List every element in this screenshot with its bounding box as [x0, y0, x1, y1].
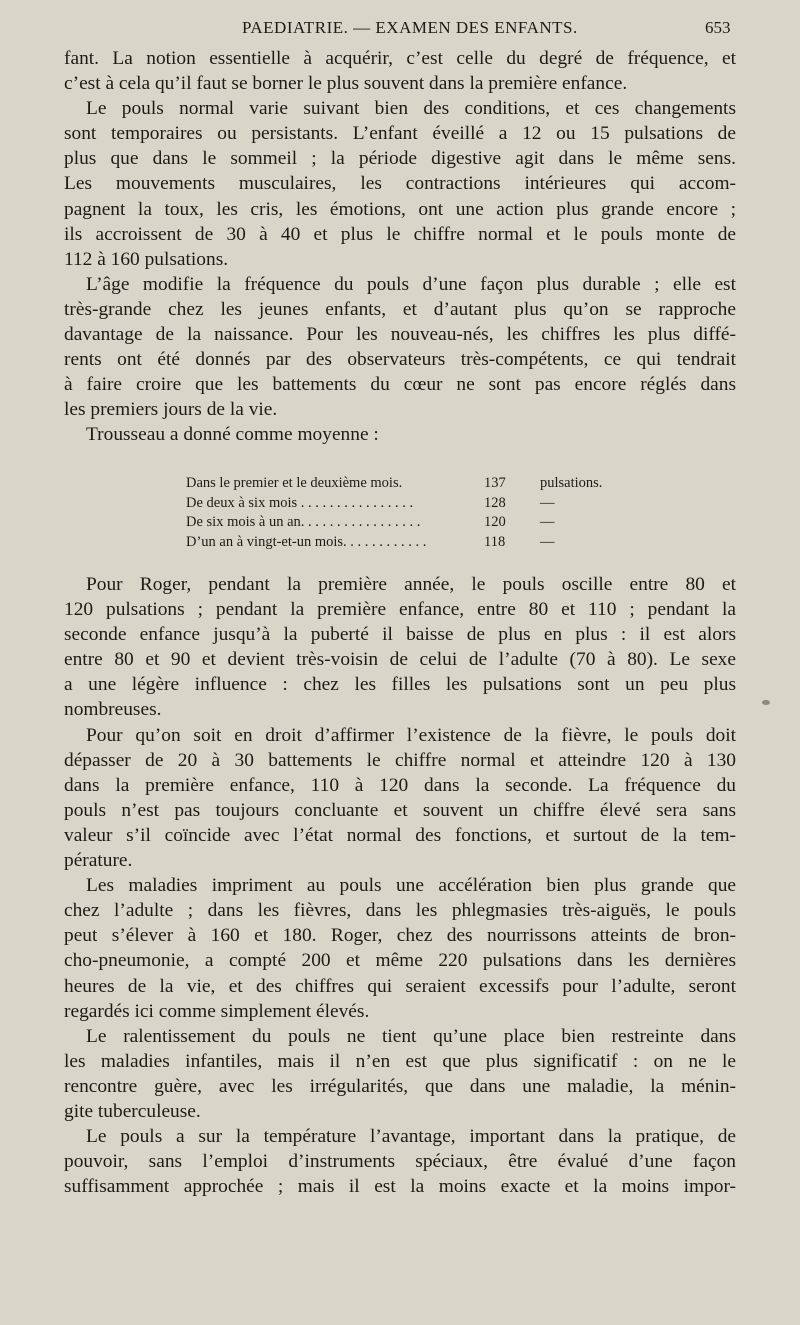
text-line: rencontre guère, avec les irrégularités, que dans une maladie, la ménin- — [64, 1075, 736, 1097]
text-line: Pour qu’on soit en droit d’affirmer l’existence de la fièvre, le pouls doit — [86, 724, 736, 746]
text-line: Les maladies impriment au pouls une accélération bien plus grande que — [86, 875, 736, 897]
text-line: à faire croire que les battements du cœur ne sont pas encore réglés dans — [64, 374, 736, 396]
running-head — [0, 18, 800, 44]
text-line: 112 à 160 pulsations. — [64, 248, 229, 270]
table-row-value: 137 — [484, 475, 506, 491]
table-row-value: 128 — [484, 494, 506, 511]
text-line: gite tuberculeuse. — [64, 1100, 201, 1122]
text-line: dans la première enfance, 110 à 120 dans la seconde. La fréquence du — [64, 774, 736, 796]
text-block-top — [64, 46, 736, 448]
text-line: peut s’élever à 160 et 180. Roger, chez des nourrissons atteints de bron- — [64, 925, 736, 947]
text-line: seconde enfance jusqu’à la puberté il baisse de plus en plus : il est alors — [64, 624, 736, 646]
table-row-value: 120 — [484, 514, 506, 531]
table-row-label: D’un an à vingt-et-un mois. . . . . . . . . . . . — [186, 534, 427, 551]
table-row-unit: — — [540, 494, 555, 511]
text-line: pagnent la toux, les cris, les émotions, ont une action plus grande encore ; — [64, 198, 736, 220]
text-line: valeur s’il coïncide avec l’état normal des fonctions, et surtout de la tem- — [64, 824, 736, 846]
text-line: pérature. — [64, 850, 133, 872]
text-line: fant. La notion essentielle à acquérir, c’est celle du degré de fréquence, et — [64, 48, 736, 69]
text-line: Le pouls normal varie suivant bien des conditions, et ces changements — [86, 98, 736, 120]
text-line: c’est à cela qu’il faut se borner le plus souvent dans la première enfance. — [64, 73, 628, 95]
text-line: plus que dans le sommeil ; la période digestive agit dans le même sens. — [64, 148, 736, 170]
text-line: Les mouvements musculaires, les contractions intérieures qui accom- — [64, 173, 736, 195]
text-line: suffisamment approchée ; mais il est la moins exacte et la moins impor- — [64, 1176, 736, 1198]
text-line: Trousseau a donné comme moyenne : — [86, 424, 379, 446]
table-row-label: De deux à six mois . . . . . . . . . . . . . . . . — [186, 494, 414, 511]
text-line: cho-pneumonie, a compté 200 et même 220 pulsations dans les dernières — [64, 950, 736, 972]
text-line: les premiers jours de la vie. — [64, 399, 278, 421]
table-row-label: Dans le premier et le deuxième mois. — [186, 475, 403, 491]
text-line: entre 80 et 90 et devient très-voisin de celui de l’adulte (70 à 80). Le sexe — [64, 649, 736, 671]
text-line: a une légère influence : chez les filles les pulsations sont un peu plus — [64, 674, 736, 696]
text-line: Le ralentissement du pouls ne tient qu’une place bien restreinte dans — [86, 1025, 736, 1047]
text-line: L’âge modifie la fréquence du pouls d’une façon plus durable ; elle est — [86, 273, 736, 295]
table-row-value: 118 — [484, 534, 506, 551]
text-line: regardés ici comme simplement élevés. — [64, 1000, 370, 1022]
table-row-label: De six mois à un an. . . . . . . . . . . . . . . . . — [186, 514, 421, 531]
paper-speck — [762, 700, 770, 705]
text-line: 120 pulsations ; pendant la première enfance, entre 80 et 110 ; pendant la — [64, 599, 736, 621]
text-line: Le pouls a sur la température l’avantage, important dans la pratique, de — [86, 1126, 736, 1148]
text-line: Pour Roger, pendant la première année, le pouls oscille entre 80 et — [86, 574, 736, 595]
text-line: davantage de la naissance. Pour les nouveau-nés, les chiffres les plus diffé- — [64, 324, 736, 346]
text-line: chez l’adulte ; dans les fièvres, dans les phlegmasies très-aiguës, le pouls — [64, 900, 736, 922]
text-line: sont temporaires ou persistants. L’enfant éveillé a 12 ou 15 pulsations de — [64, 123, 736, 145]
text-line: très-grande chez les jeunes enfants, et d’autant plus qu’on se rapproche — [64, 298, 736, 320]
text-line: dépasser de 20 à 30 battements le chiffre normal et atteindre 120 à 130 — [64, 749, 736, 771]
running-head-title: PAEDIATRIE. — EXAMEN DES ENFANTS. — [242, 18, 578, 37]
text-line: pouvoir, sans l’emploi d’instruments spéciaux, être évalué d’une façon — [64, 1151, 736, 1173]
text-line: les maladies infantiles, mais il n’en est que plus significatif : on ne le — [64, 1050, 736, 1072]
table-row-unit: pulsations. — [540, 475, 603, 491]
text-line: nombreuses. — [64, 699, 162, 721]
page-number: 653 — [705, 18, 731, 37]
table-row-unit: — — [540, 514, 555, 531]
text-line: heures de la vie, et des chiffres qui seraient excessifs pour l’adulte, seront — [64, 975, 736, 997]
text-line: pouls n’est pas toujours concluante et souvent un chiffre élevé sera sans — [64, 799, 736, 821]
table-row-unit: — — [540, 534, 555, 551]
text-block-bottom — [64, 572, 736, 1199]
text-line: rents ont été donnés par des observateurs très-compétents, ce qui tendrait — [64, 349, 736, 371]
text-line: ils accroissent de 30 à 40 et plus le chiffre normal et le pouls monte de — [64, 223, 736, 245]
